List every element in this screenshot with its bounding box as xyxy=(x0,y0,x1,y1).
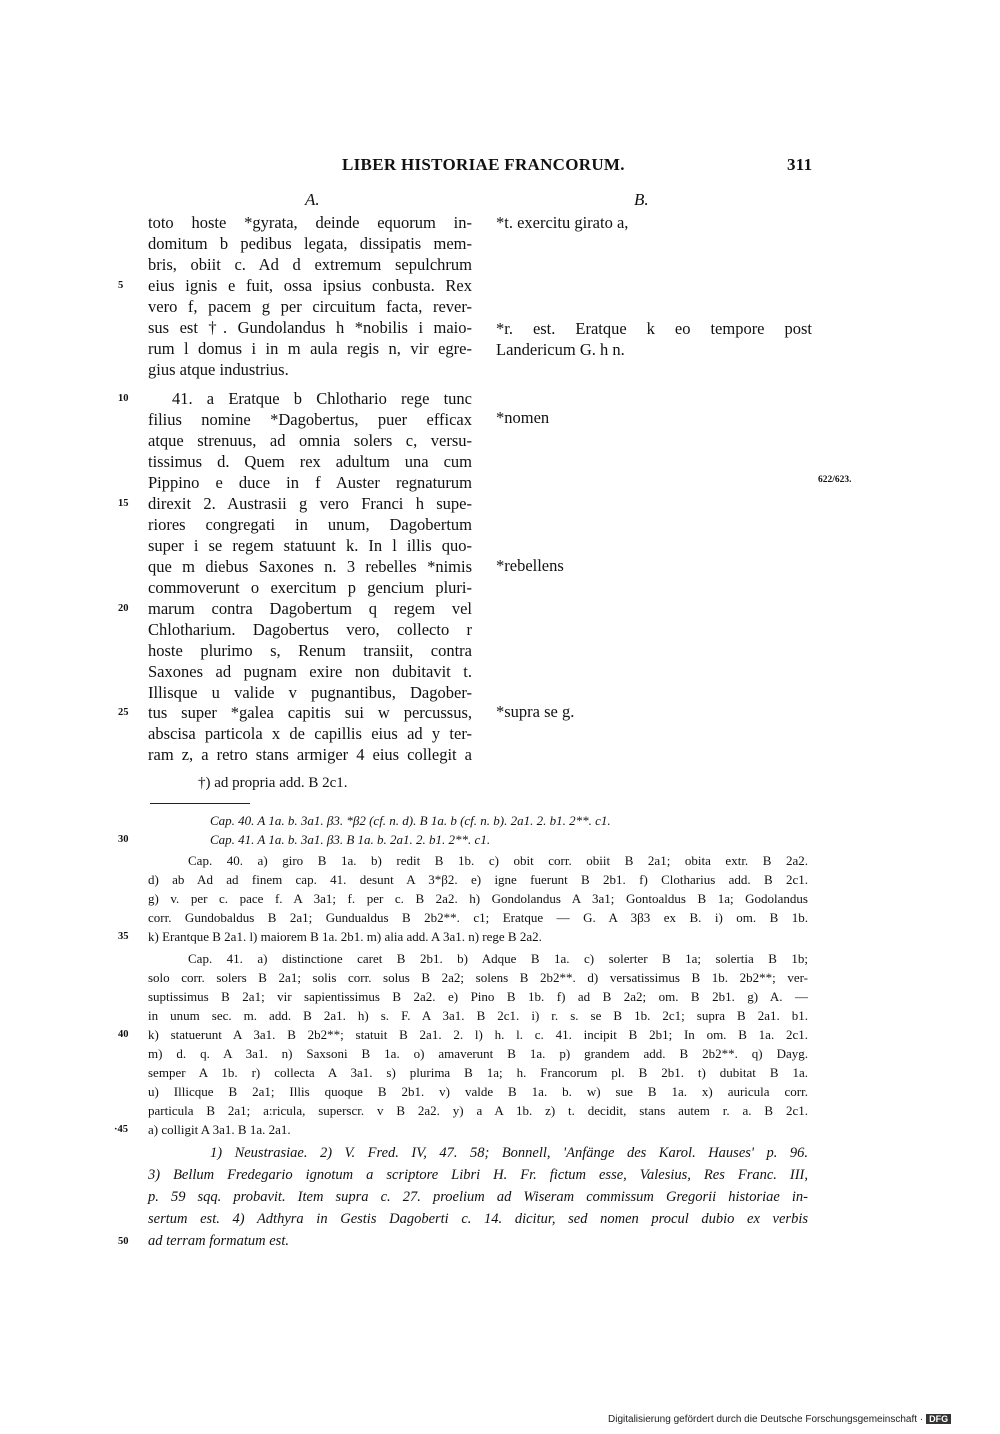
footer-text: Digitalisierung gefördert durch die Deutsche Forschungsgemeinschaft · xyxy=(608,1414,924,1425)
apparatus-line: k) statuerunt A 3a1. B 2b2**; statuit B 2a1. 2. l) h. l. c. 41. incipit B 2b1; In om. B 1a. 2c1. xyxy=(148,1027,808,1042)
dfg-logo: DFG xyxy=(926,1414,951,1424)
text-line: vero f, pacem g per circuitum facta, rever- xyxy=(148,297,472,316)
column-b-label: B. xyxy=(634,190,649,209)
text-line: hoste plurimo s, Renum transiit, contra xyxy=(148,641,472,660)
footer-credit xyxy=(608,1414,951,1425)
line-number: 5 xyxy=(118,280,124,291)
variant-b-note: *r. est. Eratque k eo tempore post xyxy=(496,319,812,338)
text-line: domitum b pedibus legata, dissipatis mem- xyxy=(148,234,472,253)
reference-line: 3) Bellum Fredegario ignotum a scriptore Libri H. Fr. fictum esse, Valesius, Res Franc. III, xyxy=(148,1167,808,1183)
text-line: bris, obiit c. Ad d extremum sepulchrum xyxy=(148,255,472,274)
text-line: riores congregati in unum, Dagobertum xyxy=(148,515,472,534)
text-line: direxit 2. Austrasii g vero Franci h supe- xyxy=(148,494,472,513)
text-line: toto hoste *gyrata, deinde equorum in- xyxy=(148,213,472,232)
line-number: 30 xyxy=(118,834,129,845)
apparatus-line: particula B 2a1; a:ricula, superscr. v B 2a2. y) a A 1b. z) t. decidit, stans autem r. a. B 2c1. xyxy=(148,1103,808,1118)
margin-date: 622/623. xyxy=(818,475,852,485)
text-line: marum contra Dagobertum q regem vel xyxy=(148,599,472,618)
text-line: gius atque industrius. xyxy=(148,360,289,379)
text-line: 41. a Eratque b Chlothario rege tunc xyxy=(172,389,472,408)
column-a-label: A. xyxy=(305,190,320,209)
apparatus-line: a) colligit A 3a1. B 1a. 2a1. xyxy=(148,1122,291,1137)
apparatus-line: u) Illicque B 2a1; Illis quoque B 2b1. v) valde B 1a. b. w) sue B 1a. x) auricula corr. xyxy=(148,1084,808,1099)
line-number: ·45 xyxy=(114,1124,129,1135)
variant-b-note: *nomen xyxy=(496,408,550,427)
line-number: 15 xyxy=(118,498,129,509)
apparatus-line: k) Erantque B 2a1. l) maiorem B 1a. 2b1. m) alia add. A 3a1. n) rege B 2a2. xyxy=(148,929,542,944)
apparatus-line: corr. Gundobaldus B 2a1; Gundualdus B 2b2**. c1; Eratque — G. A 3β3 ex B. i) om. B 1b. xyxy=(148,910,808,925)
variant-b-note: Landericum G. h n. xyxy=(496,340,625,359)
text-line: commoverunt o exercitum p gencium pluri- xyxy=(148,578,472,597)
text-line: Chlotharium. Dagobertus vero, collecto r xyxy=(148,620,472,639)
apparatus-line: solo corr. solers B 2a1; solis corr. solus B 2a2; solens B 2b2**. d) versatissimus B 1b. 2b2**; ver- xyxy=(148,970,808,985)
line-number: 25 xyxy=(118,707,129,718)
text-line: Pippino e duce in f Auster regnaturum xyxy=(148,473,472,492)
text-line: super i se regem statuunt k. In l illis quo- xyxy=(148,536,472,555)
apparatus-line: in unum sec. m. add. B 2a1. h) s. F. A 3a1. B 2c1. i) r. s. se B 1b. 2c1; supra B 2a1. b1. xyxy=(148,1008,808,1023)
text-line: sus est †. Gundolandus h *nobilis i maio- xyxy=(148,318,472,337)
variant-b-note: *rebellens xyxy=(496,556,564,575)
apparatus-line: Cap. 41. a) distinctione caret B 2b1. b) Adque B 1a. c) solerter B 1a; solertia B 1b; xyxy=(188,951,808,966)
text-line: rum l domus i in m aula regis n, vir egre- xyxy=(148,339,472,358)
source-line: Cap. 40. A 1a. b. 3a1. β3. *β2 (cf. n. d). B 1a. b (cf. n. b). 2a1. 2. b1. 2**. c1. xyxy=(210,813,611,828)
dagger-note: †) ad propria add. B 2c1. xyxy=(198,775,348,791)
text-line: ram z, a retro stans armiger 4 eius collegit a xyxy=(148,745,472,764)
line-number: 20 xyxy=(118,603,129,614)
reference-line: p. 59 sqq. probavit. Item supra c. 27. proelium ad Wiseram commissum Gregorii historiae in- xyxy=(148,1189,808,1205)
variant-b-note: *t. exercitu girato a, xyxy=(496,213,629,232)
apparatus-line: semper A 1b. r) collecta A 3a1. s) plurima B 1a; h. Francorum pl. B 2b1. t) dubitat B 1a. xyxy=(148,1065,808,1080)
reference-line: 1) Neustrasiae. 2) V. Fred. IV, 47. 58; Bonnell, 'Anfänge des Karol. Hauses' p. 96. xyxy=(210,1145,808,1161)
reference-line: sertum est. 4) Adthyra in Gestis Dagoberti c. 14. dicitur, sed nomen procul dubio ex verbis xyxy=(148,1211,808,1227)
apparatus-line: m) d. q. A 3a1. n) Saxsoni B 1a. o) amaverunt B 1a. p) grandem add. B 2b2**. q) Dayg. xyxy=(148,1046,808,1061)
text-line: tus super *galea capitis sui w percussus, xyxy=(148,703,472,722)
apparatus-line: d) ab Ad ad finem cap. 41. desunt A 3*β2. e) igne fuerunt B 2b1. f) Clotharius add. B 2c1. xyxy=(148,872,808,887)
line-number: 10 xyxy=(118,393,129,404)
source-line: Cap. 41. A 1a. b. 3a1. β3. B 1a. b. 2a1. 2. b1. 2**. c1. xyxy=(210,832,491,847)
reference-line: ad terram formatum est. xyxy=(148,1233,289,1249)
line-number: 40 xyxy=(118,1029,129,1040)
apparatus-line: Cap. 40. a) giro B 1a. b) redit B 1b. c) obit corr. obiit B 2a1; obita extr. B 2a2. xyxy=(188,853,808,868)
text-line: Saxones ad pugnam exire non dubitavit t. xyxy=(148,662,472,681)
running-title: LIBER HISTORIAE FRANCORUM. xyxy=(342,155,625,174)
variant-b-note: *supra se g. xyxy=(496,702,575,721)
footnote-rule xyxy=(150,803,250,804)
text-line: eius ignis e fuit, ossa ipsius conbusta. Rex xyxy=(148,276,472,295)
text-line: Illisque u valide v pugnantibus, Dagober- xyxy=(148,683,472,702)
text-line: atque strenuus, ad omnia solers c, versu- xyxy=(148,431,472,450)
text-line: abscisa particola x de capillis eius ad y ter- xyxy=(148,724,472,743)
line-number: 35 xyxy=(118,931,129,942)
text-line: filius nomine *Dagobertus, puer efficax xyxy=(148,410,472,429)
apparatus-line: suptissimus B 2a1; vir sapientissimus B 2a2. e) Pino B 1b. f) ad B 2a2; om. B 2b1. g) A. — xyxy=(148,989,808,1004)
text-line: que m diebus Saxones n. 3 rebelles *nimis xyxy=(148,557,472,576)
line-number: 50 xyxy=(118,1236,129,1247)
page-number: 311 xyxy=(787,155,813,174)
apparatus-line: g) v. per c. pace f. A 3a1; f. per c. B 2a2. h) Gondolandus A 3a1; Gontoaldus B 1a; Godolandus xyxy=(148,891,808,906)
text-line: tissimus d. Quem rex adultum una cum xyxy=(148,452,472,471)
